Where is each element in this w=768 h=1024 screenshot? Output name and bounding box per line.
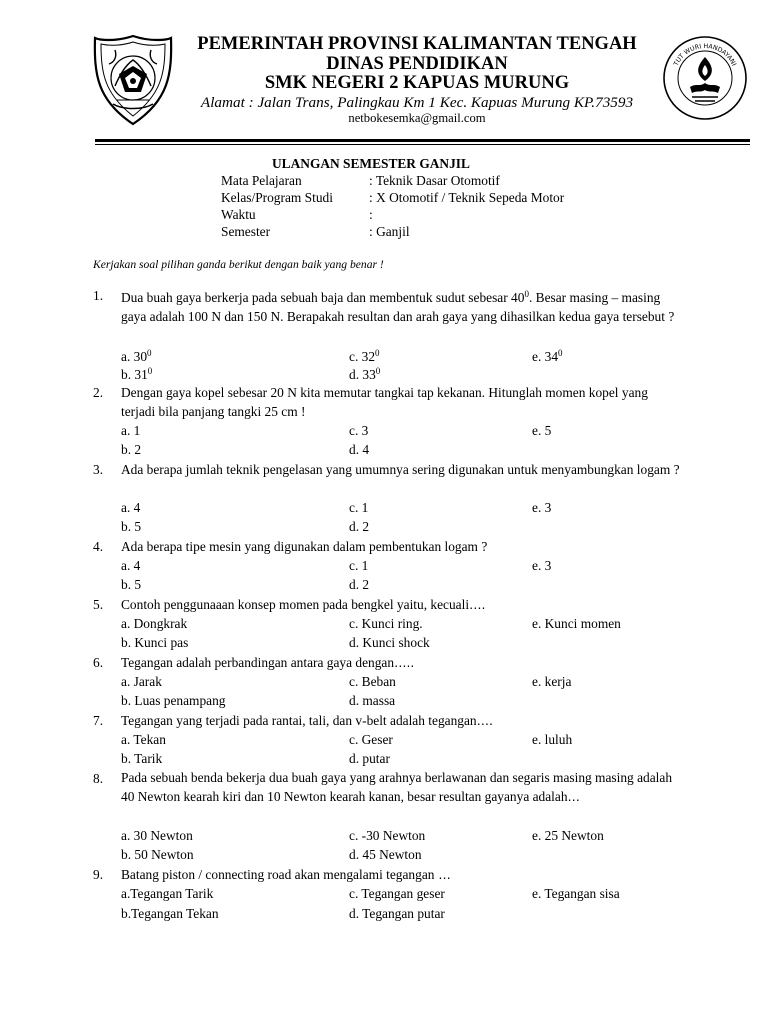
- question-text: Dengan gaya kopel sebesar 20 N kita memutar tangkai tap kekanan. Hitunglah momen kopel yang terjadi bila panjang tangki 25 cm !: [121, 385, 648, 420]
- option-c: c. 1: [349, 558, 369, 573]
- meta-value-class: : X Otomotif / Teknik Sepeda Motor: [369, 190, 565, 205]
- province-crest-logo: [93, 34, 173, 126]
- option-d: d. massa: [349, 693, 396, 708]
- option-d: d. putar: [349, 751, 390, 766]
- question-text: Contoh penggunaaan konsep momen pada bengkel yaitu, kecuali….: [121, 597, 486, 612]
- option-e: e. 25 Newton: [532, 828, 604, 843]
- option-b: b. $31^0$: [121, 366, 153, 382]
- option-c: c. Tegangan geser: [349, 886, 445, 901]
- meta-value-semester: : Ganjil: [369, 224, 410, 239]
- question-number: 3.: [93, 462, 104, 477]
- option-d: d. 2: [349, 577, 370, 592]
- question-number: 5.: [93, 597, 104, 612]
- tut-wuri-handayani-logo: [662, 35, 748, 121]
- option-a: a. 30 Newton: [121, 828, 193, 843]
- option-e: e. 5: [532, 423, 552, 438]
- question-text: Batang piston / connecting road akan mengalami tegangan …: [121, 867, 451, 882]
- option-e: e. $34^0$: [532, 348, 563, 364]
- option-d: d. $33^0$: [349, 366, 381, 382]
- government-name: PEMERINTAH PROVINSI KALIMANTAN TENGAH: [197, 34, 637, 54]
- option-c: c. Beban: [349, 674, 396, 689]
- question-number: 1.: [93, 288, 104, 303]
- department-name: DINAS PENDIDIKAN: [326, 54, 508, 74]
- option-e: e. Kunci momen: [532, 616, 621, 631]
- meta-value-subject: : Teknik Dasar Otomotif: [369, 173, 500, 188]
- option-a: a. $30^0$: [121, 348, 152, 364]
- question-number: 2.: [93, 385, 104, 400]
- option-e: e. 3: [532, 558, 552, 573]
- meta-label-time: Waktu: [221, 207, 256, 222]
- school-name: SMK NEGERI 2 KAPUAS MURUNG: [264, 73, 570, 93]
- option-c: c. Kunci ring.: [349, 616, 423, 631]
- option-b: b. Kunci pas: [121, 635, 189, 650]
- letterhead-rule-thin: [95, 144, 750, 145]
- option-a: a. 4: [121, 558, 141, 573]
- option-a: a. 4: [121, 500, 141, 515]
- option-e: e. Tegangan sisa: [532, 886, 620, 901]
- option-b: b. 5: [121, 577, 142, 592]
- option-d: d. 4: [349, 442, 370, 457]
- option-d: d. 2: [349, 519, 370, 534]
- school-address: Alamat : Jalan Trans, Palingkau Km 1 Kec. Kapuas Murung KP.73593: [200, 94, 634, 111]
- exam-title: ULANGAN SEMESTER GANJIL: [272, 156, 470, 171]
- question-number: 9.: [93, 867, 104, 882]
- option-b: b. Tarik: [121, 751, 163, 766]
- option-a: a. 1: [121, 423, 141, 438]
- option-b: b. Luas penampang: [121, 693, 226, 708]
- option-d: d. 45 Newton: [349, 847, 422, 862]
- option-e: e. luluh: [532, 732, 573, 747]
- question-number: 7.: [93, 713, 104, 728]
- option-d: d. Kunci shock: [349, 635, 430, 650]
- option-e: e. 3: [532, 500, 552, 515]
- question-text: Tegangan yang terjadi pada rantai, tali, dan v-belt adalah tegangan….: [121, 713, 493, 728]
- option-c: c. Geser: [349, 732, 393, 747]
- meta-label-subject: Mata Pelajaran: [221, 173, 302, 188]
- meta-value-time: :: [369, 207, 373, 222]
- option-b: b. 2: [121, 442, 142, 457]
- question-text: Dua buah gaya berkerja pada sebuah baja dan membentuk sudut sebesar $40^0$. Besar masing – masing gaya adalah 100 N dan 150 N. Berapakah resultan dan arah gaya yang dihasilkan kedua gaya tersebut ?: [121, 289, 675, 325]
- option-d: d. Tegangan putar: [349, 906, 445, 921]
- option-c: c. -30 Newton: [349, 828, 426, 843]
- option-a: a. Tekan: [121, 732, 166, 747]
- question-text: Tegangan adalah perbandingan antara gaya dengan…..: [121, 655, 415, 670]
- option-a: a. Jarak: [121, 674, 162, 689]
- question-text: Ada berapa tipe mesin yang digunakan dalam pembentukan logam ?: [121, 539, 488, 554]
- question-number: 8.: [93, 771, 104, 786]
- option-b: b. 50 Newton: [121, 847, 194, 862]
- option-a: a.Tegangan Tarik: [121, 886, 214, 901]
- option-b: b. 5: [121, 519, 142, 534]
- letterhead-rule-thick: [95, 139, 750, 142]
- option-c: c. 1: [349, 500, 369, 515]
- option-a: a. Dongkrak: [121, 616, 188, 631]
- option-b: b.Tegangan Tekan: [121, 906, 219, 921]
- logo-motto: TUT WURI HANDAYANI: [672, 42, 738, 68]
- question-text: Pada sebuah benda bekerja dua buah gaya yang arahnya berlawanan dan segaris masing masing adalah 40 Newton kearah kiri dan 10 Newton kearah kanan, besar resultan gayanya adalah…: [121, 770, 673, 805]
- school-email: netbokesemka@gmail.com: [348, 111, 486, 125]
- meta-label-semester: Semester: [221, 224, 271, 239]
- meta-label-class: Kelas/Program Studi: [221, 190, 333, 205]
- option-e: e. kerja: [532, 674, 572, 689]
- question-number: 6.: [93, 655, 104, 670]
- exam-instruction: Kerjakan soal pilihan ganda berikut dengan baik yang benar !: [93, 258, 384, 271]
- question-text: Ada berapa jumlah teknik pengelasan yang umumnya sering digunakan untuk menyambungkan logam ?: [121, 462, 680, 477]
- option-c: c. $32^0$: [349, 348, 380, 364]
- option-c: c. 3: [349, 423, 369, 438]
- question-number: 4.: [93, 539, 104, 554]
